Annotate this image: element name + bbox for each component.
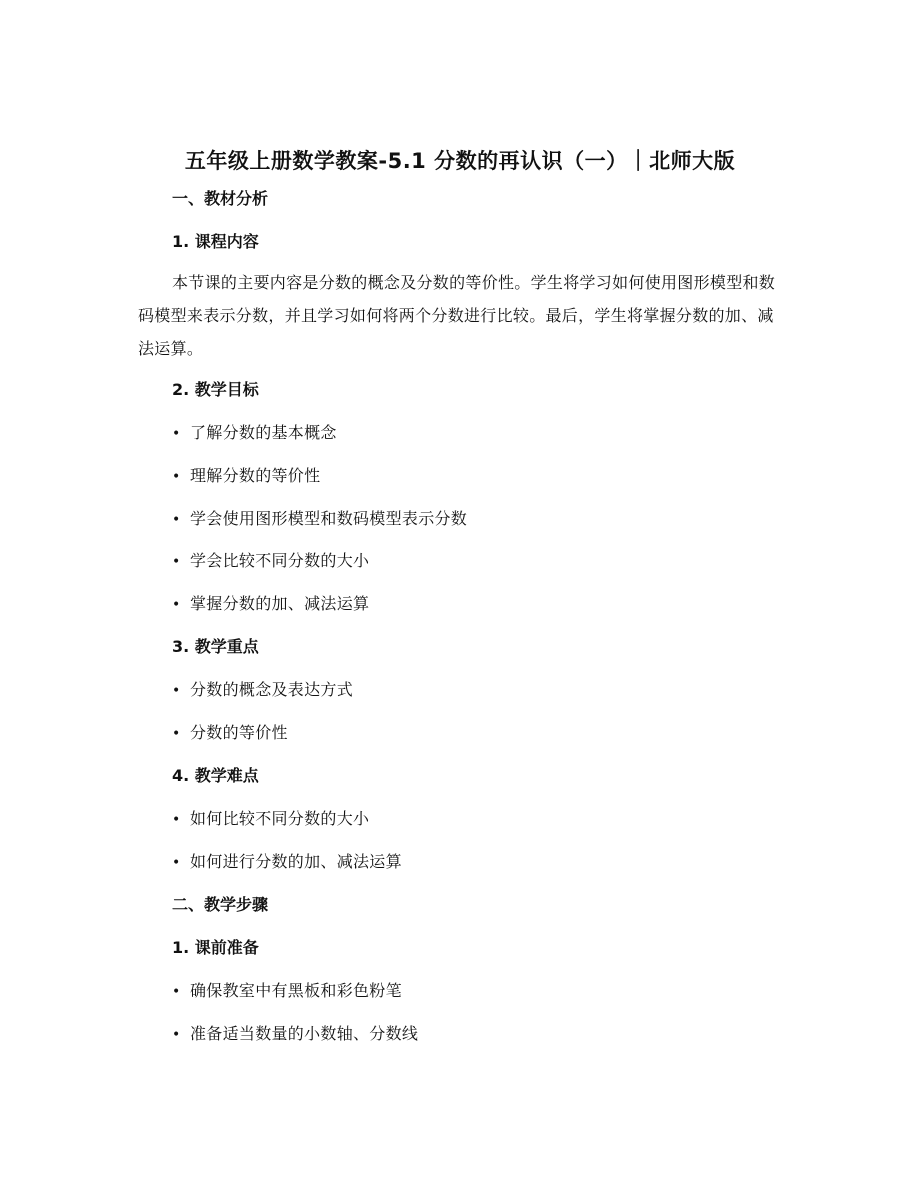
section-heading-analysis: 一、教材分析 <box>172 189 269 208</box>
bullet-icon: • <box>172 469 181 485</box>
key-point-item <box>172 721 288 746</box>
bullet-icon: • <box>172 984 181 1000</box>
key-point-item <box>172 678 353 703</box>
course-content-paragraph: 本节课的主要内容是分数的概念及分数的等价性。学生将学习如何使用图形模型和数码模型来表示分数，并且学习如何将两个分数进行比较。最后，学生将掌握分数的加、减法运算。 <box>138 273 776 358</box>
difficulty-item <box>172 850 402 875</box>
preparation-item <box>172 1022 418 1047</box>
difficulty-item-text: 如何进行分数的加、减法运算 <box>190 852 402 871</box>
subheading-objectives: 2. 教学目标 <box>172 380 259 399</box>
difficulty-item <box>172 807 369 832</box>
objective-item-text: 理解分数的等价性 <box>190 466 321 485</box>
preparation-item-text: 准备适当数量的小数轴、分数线 <box>190 1024 419 1043</box>
objective-item <box>172 421 337 446</box>
preparation-item-text: 确保教室中有黑板和彩色粉笔 <box>190 981 402 1000</box>
key-point-item-text: 分数的等价性 <box>190 723 288 742</box>
bullet-icon: • <box>172 1027 181 1043</box>
objective-item-text: 掌握分数的加、减法运算 <box>190 594 370 613</box>
subheading-preparation: 1. 课前准备 <box>172 938 259 957</box>
bullet-icon: • <box>172 812 181 828</box>
bullet-icon: • <box>172 554 181 570</box>
difficulty-item-text: 如何比较不同分数的大小 <box>190 809 370 828</box>
key-point-item-text: 分数的概念及表达方式 <box>190 680 354 699</box>
bullet-icon: • <box>172 597 181 613</box>
objective-item-text: 了解分数的基本概念 <box>190 423 337 442</box>
bullet-icon: • <box>172 426 181 442</box>
bullet-icon: • <box>172 512 181 528</box>
objective-item-text: 学会使用图形模型和数码模型表示分数 <box>190 509 468 528</box>
document-title: 五年级上册数学教案-5.1 分数的再认识（一）｜北师大版 <box>184 149 736 173</box>
bullet-icon: • <box>172 683 181 699</box>
subheading-course-content: 1. 课程内容 <box>172 232 259 251</box>
bullet-icon: • <box>172 855 181 871</box>
objective-item <box>172 507 467 532</box>
bullet-icon: • <box>172 726 181 742</box>
objective-item <box>172 464 320 489</box>
objective-item <box>172 549 369 574</box>
preparation-item <box>172 979 402 1004</box>
subheading-difficulties: 4. 教学难点 <box>172 766 259 785</box>
objective-item <box>172 592 369 617</box>
objective-item-text: 学会比较不同分数的大小 <box>190 551 370 570</box>
subheading-key-points: 3. 教学重点 <box>172 637 259 656</box>
section-heading-steps: 二、教学步骤 <box>172 895 269 914</box>
